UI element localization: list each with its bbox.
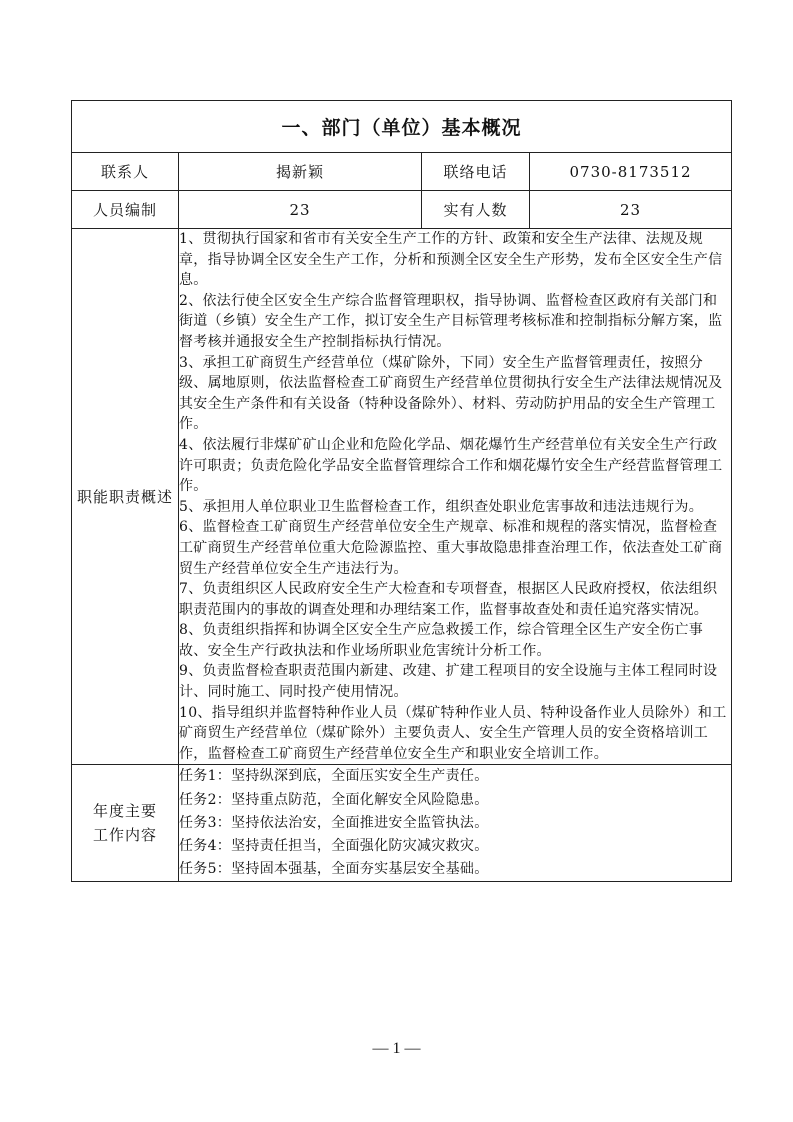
tasks-label-line: 年度主要 <box>92 802 157 821</box>
duty-item: 1、贯彻执行国家和省市有关安全生产工作的方针、政策和安全生产法律、法规及规章，指导协调全区安全生产工作，分析和预测全区安全生产形势，发布全区安全生产信息。 <box>179 231 723 289</box>
staffing-label: 人员编制 <box>72 191 179 229</box>
task-item: 任务5：坚持固本强基，全面夯实基层安全基础。 <box>179 861 489 878</box>
task-item: 任务2：坚持重点防范，全面化解安全风险隐患。 <box>179 791 489 808</box>
duty-item: 5、承担用人单位职业卫生监督检查工作，组织查处职业危害事故和违法违规行为。 <box>179 498 704 515</box>
duties-label: 职能职责概述 <box>72 229 179 765</box>
duty-item: 3、承担工矿商贸生产经营单位（煤矿除外，下同）安全生产监督管理责任，按照分级、属地原则，依法监督检查工矿商贸生产经营单位贯彻执行安全生产法律法规情况及其安全生产条件和有关设备（特种设备除外）、材料、劳动防护用品的安全生产管理工作。 <box>179 354 723 433</box>
duty-item: 7、负责组织区人民政府安全生产大检查和专项督查，根据区人民政府授权，依法组织职责范围内的事故的调查处理和办理结案工作，监督事故查处和责任追究落实情况。 <box>179 581 718 618</box>
basic-info-table <box>71 100 732 882</box>
actual-label: 实有人数 <box>422 191 530 229</box>
task-item: 任务3：坚持依法治安，全面推进安全监管执法。 <box>179 814 489 831</box>
phone-value: 0730-8173512 <box>530 153 732 191</box>
page-number: — 1 — <box>372 1040 421 1057</box>
actual-value: 23 <box>530 191 732 229</box>
task-item: 任务1：坚持纵深到底，全面压实安全生产责任。 <box>179 768 489 785</box>
task-item: 任务4：坚持责任担当，全面强化防灾减灾救灾。 <box>179 838 489 855</box>
duty-item: 4、依法履行非煤矿矿山企业和危险化学品、烟花爆竹生产经营单位有关安全生产行政许可职责；负责危险化学品安全监督管理综合工作和烟花爆竹安全生产经营监督管理工作。 <box>179 436 723 495</box>
tasks-content <box>179 765 732 882</box>
section-title: 一、部门（单位）基本概况 <box>72 101 732 153</box>
phone-label: 联络电话 <box>422 153 530 191</box>
duty-item: 8、负责组织指挥和协调全区安全生产应急救援工作，综合管理全区生产安全伤亡事故、安全生产行政执法和作业场所职业危害统计分析工作。 <box>179 622 704 659</box>
duty-item: 10、指导组织并监督特种作业人员（煤矿特种作业人员、特种设备作业人员除外）和工矿商贸生产经营单位（煤矿除外）主要负责人、安全生产管理人员的安全资格培训工作，监督检查工矿商贸生产经营单位安全生产和职业安全培训工作。 <box>179 704 727 762</box>
contact-label: 联系人 <box>72 153 179 191</box>
tasks-label-line: 工作内容 <box>92 826 157 845</box>
contact-value: 揭新颖 <box>179 153 422 191</box>
tasks-label <box>72 765 179 882</box>
duty-item: 6、监督检查工矿商贸生产经营单位安全生产规章、标准和规程的落实情况，监督检查工矿商贸生产经营单位重大危险源监控、重大事故隐患排查治理工作，依法查处工矿商贸生产经营单位安全生产违法行为。 <box>179 519 723 577</box>
duty-item: 2、依法行使全区安全生产综合监督管理职权，指导协调、监督检查区政府有关部门和街道（乡镇）安全生产工作，拟订安全生产目标管理考核标准和控制指标分解方案，监督考核并通报安全生产控制指标执行情况。 <box>179 292 723 350</box>
staffing-value: 23 <box>179 191 422 229</box>
duty-item: 9、负责监督检查职责范围内新建、改建、扩建工程项目的安全设施与主体工程同时设计、同时施工、同时投产使用情况。 <box>179 663 718 701</box>
duties-content <box>179 229 732 765</box>
